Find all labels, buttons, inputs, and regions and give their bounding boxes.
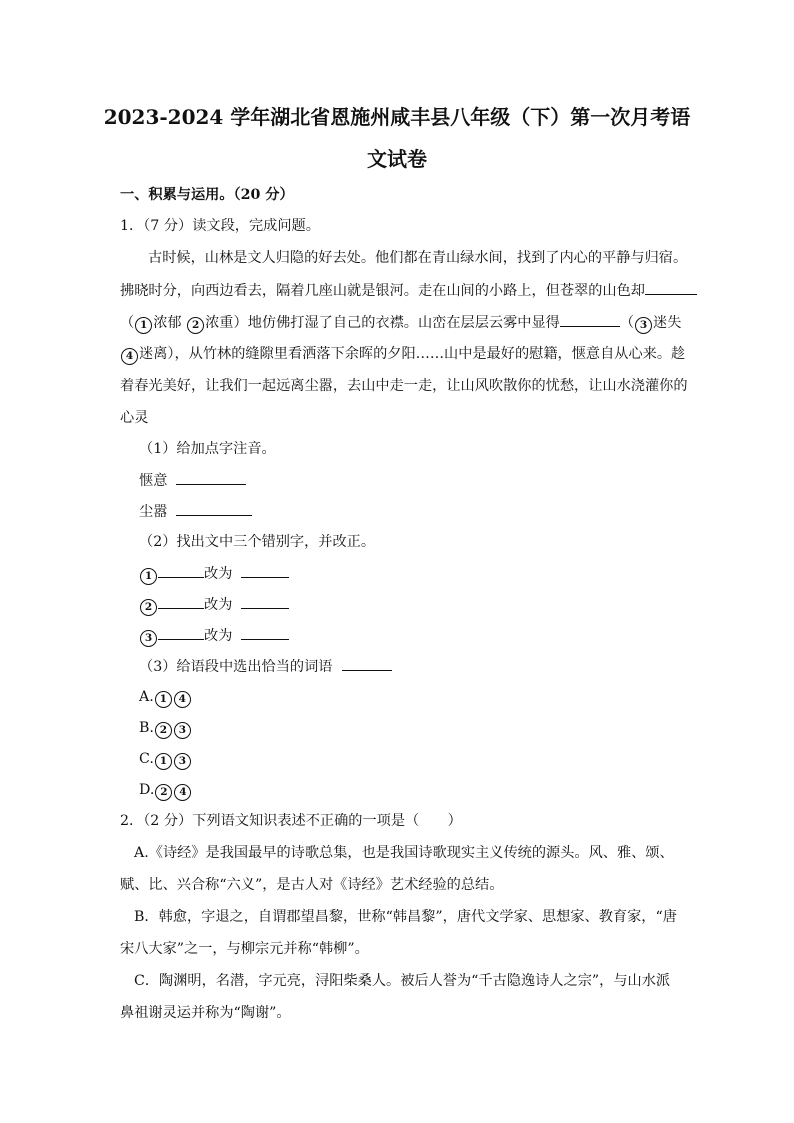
q2-option-b-line-2: 宋八大家”之一，与柳宗元并称“韩柳”。 — [120, 941, 369, 957]
circled-number-2: 2 — [140, 599, 157, 616]
circled-number: 1 — [155, 753, 172, 770]
q2-option-b-line-1[interactable]: B．韩愈，字退之，自谓郡望昌黎，世称“韩昌黎”，唐代文学家、思想家、教育家，“唐 — [134, 909, 677, 925]
correct-char-blank-2[interactable] — [241, 594, 289, 609]
passage-line-4 — [120, 344, 685, 365]
answer-blank-1[interactable] — [645, 280, 697, 295]
choice-option-b[interactable] — [139, 718, 192, 739]
correct-char-blank-1[interactable] — [241, 563, 289, 578]
option-letter: A. — [139, 689, 154, 705]
correction-row-2 — [139, 594, 289, 616]
circled-number: 3 — [174, 753, 191, 770]
pinyin-blank-2[interactable] — [176, 501, 252, 516]
paren-open-2: （ — [619, 315, 635, 331]
circled-number-1: 1 — [135, 317, 152, 334]
q2-option-a-line-2: 赋、比、兴合称“六义”，是古人对《诗经》艺术经验的总结。 — [120, 877, 504, 893]
sub-question-3-prompt — [139, 656, 392, 677]
circled-number-1: 1 — [140, 568, 157, 585]
wrong-char-blank-3[interactable] — [158, 625, 204, 640]
sub-question-1-prompt: （1）给加点字注音。 — [139, 441, 276, 457]
wrong-char-blank-2[interactable] — [158, 594, 204, 609]
answer-blank-2[interactable] — [560, 312, 620, 327]
circled-number: 2 — [155, 722, 172, 739]
option-letter: C. — [139, 751, 154, 767]
passage-line-2-text: 拂晓时分，向西边看去，隔着几座山就是银河。走在山间的小路上，但苍翠的山色却 — [120, 283, 645, 299]
exam-title-line2: 文试卷 — [367, 147, 427, 171]
passage-line-3-text: ）地仿佛打湿了自己的衣襟。山峦在层层云雾中显得 — [233, 315, 560, 331]
pinyin-blank-1[interactable] — [176, 470, 246, 485]
circled-number-3: 3 — [635, 317, 652, 334]
change-to-label: 改为 — [204, 628, 233, 644]
wrong-char-blank-1[interactable] — [158, 563, 204, 578]
passage-line-2 — [120, 280, 697, 301]
option-word-1: 浓郁 — [153, 315, 182, 331]
pinyin-word-2: 尘嚣 — [139, 504, 168, 520]
option-letter: D. — [139, 782, 155, 798]
passage-line-5: 着春光美好，让我们一起远离尘嚣，去山中走一走，让山风吹散你的忧愁，让山水浇灌你的 — [120, 378, 688, 394]
circled-number: 3 — [174, 722, 191, 739]
choice-option-a[interactable] — [139, 687, 192, 708]
option-word-4: 迷离 — [139, 346, 168, 362]
change-to-label: 改为 — [204, 566, 233, 582]
choice-option-d[interactable] — [139, 780, 192, 801]
paren-open: （ — [120, 315, 135, 331]
section-heading: 一、积累与运用。（20 分） — [120, 187, 294, 203]
circled-number-4: 4 — [121, 348, 138, 365]
sub-question-2-prompt: （2）找出文中三个错别字，并改正。 — [139, 534, 376, 550]
circled-number: 2 — [155, 784, 172, 801]
pinyin-item-2 — [139, 501, 252, 522]
circled-number: 4 — [174, 691, 191, 708]
question-1-stem: 1．（7 分）读文段，完成问题。 — [120, 218, 320, 234]
correct-char-blank-3[interactable] — [241, 625, 289, 640]
choice-option-c[interactable] — [139, 749, 192, 770]
q2-option-a-line-1[interactable]: A.《诗经》是我国最早的诗歌总集，也是我国诗歌现实主义传统的源头。风、雅、颂、 — [134, 845, 674, 861]
passage-line-6: 心灵 — [120, 410, 149, 426]
passage-line-3 — [120, 312, 681, 334]
passage-line-1: 古时候，山林是文人归隐的好去处。他们都在青山绿水间，找到了内心的平静与归宿。 — [148, 250, 688, 266]
circled-number-3: 3 — [140, 630, 157, 647]
sub-question-3-text: （3）给语段中选出恰当的词语 — [139, 659, 333, 675]
option-word-3: 迷失 — [653, 315, 682, 331]
option-word-2: 浓重 — [205, 315, 234, 331]
circled-number-2: 2 — [187, 317, 204, 334]
choice-answer-blank[interactable] — [342, 656, 392, 671]
correction-row-3 — [139, 625, 289, 647]
option-letter: B. — [139, 720, 154, 736]
q2-option-c-line-2: 鼻祖谢灵运并称为“陶谢”。 — [120, 1005, 291, 1021]
circled-number: 4 — [174, 784, 191, 801]
question-2-stem: 2．（2 分）下列语文知识表述不正确的一项是（ ） — [120, 813, 462, 829]
exam-title-line1: 2023-2024 学年湖北省恩施州咸丰县八年级（下）第一次月考语 — [103, 105, 691, 129]
correction-row-1 — [139, 563, 289, 585]
circled-number: 1 — [155, 691, 172, 708]
passage-line-4-text: ），从竹林的缝隙里看洒落下余晖的夕阳……山中是最好的慰籍，惬意自从心来。趁 — [167, 346, 686, 362]
q2-option-c-line-1[interactable]: C．陶渊明，名潜，字元亮，浔阳柴桑人。被后人誉为“千古隐逸诗人之宗”，与山水派 — [134, 973, 671, 989]
pinyin-word-1: 惬意 — [139, 473, 168, 489]
change-to-label: 改为 — [204, 597, 233, 613]
pinyin-item-1 — [139, 470, 246, 491]
